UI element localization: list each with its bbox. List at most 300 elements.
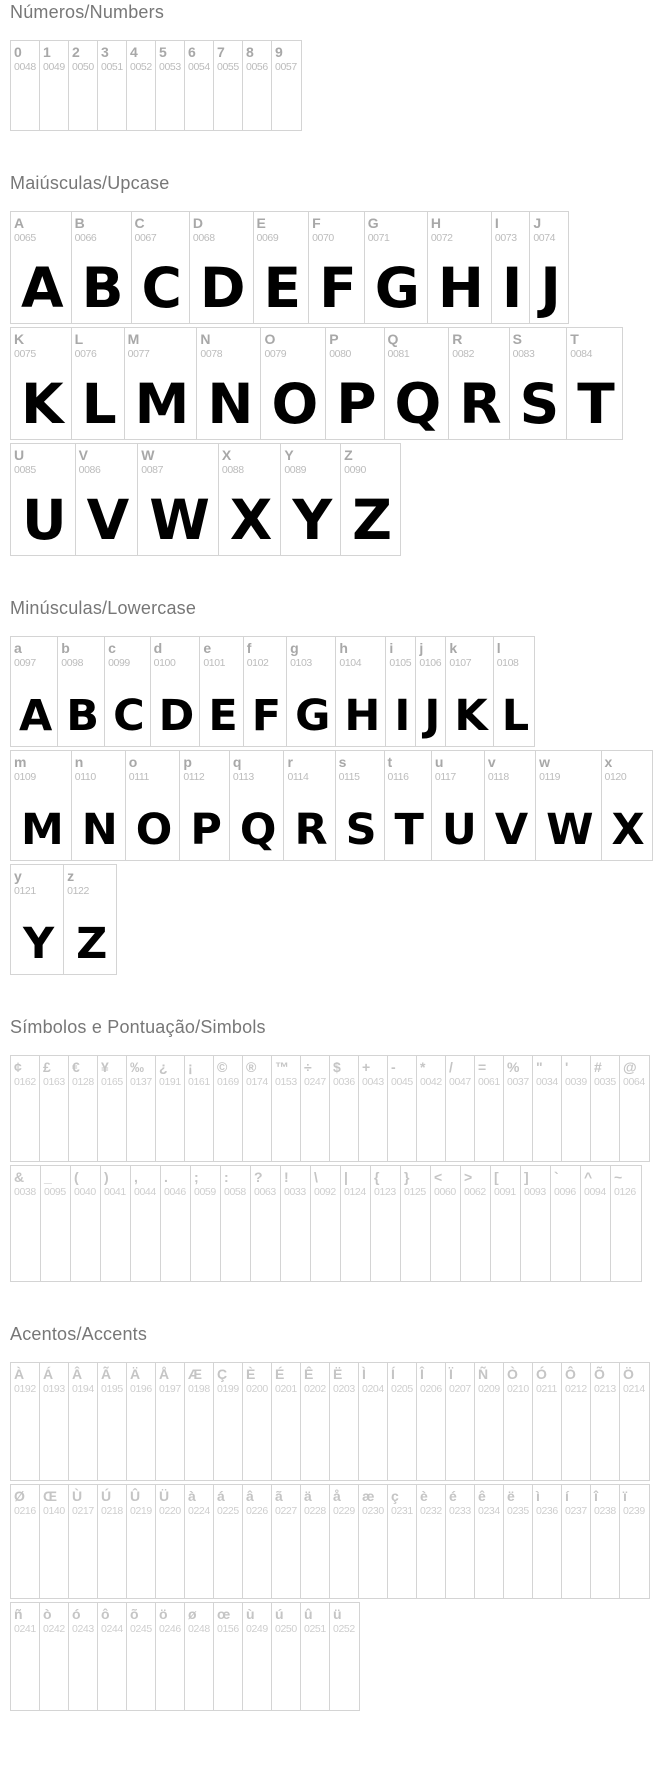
cell-character-label: Ô [565,1366,576,1382]
charmap-cell [388,1485,417,1598]
cell-character-label: Ü [159,1488,170,1504]
cell-unicode-code: 0126 [614,1186,636,1198]
charmap-cell [151,637,201,746]
cell-glyph-empty [304,1636,329,1710]
cell-unicode-code: 0053 [159,61,181,73]
cell-unicode-code: 0206 [420,1383,442,1395]
cell-character-label: $ [333,1059,341,1075]
charmap-cell [180,751,230,860]
cell-unicode-code: 0061 [478,1076,500,1088]
cell-unicode-code: 0105 [389,657,412,669]
cell-unicode-code: 0048 [14,61,36,73]
cell-unicode-code: 0111 [128,771,149,783]
charmap-cell [69,1056,98,1161]
cell-character-label: M [127,331,140,347]
cell-glyph: Y [23,919,55,970]
cell-glyph-empty [101,1089,126,1161]
cell-unicode-code: 0230 [362,1505,384,1517]
cell-unicode-code: 0217 [72,1505,94,1517]
cell-character-label: ü [333,1606,342,1622]
cell-glyph-empty [478,1518,503,1598]
cell-character-label: , [134,1169,138,1185]
charmap-cell [101,1166,131,1281]
charmap-cell [72,212,132,323]
charmap-cell [494,637,534,746]
cell-unicode-code: 0087 [141,464,164,476]
cell-glyph-empty [623,1089,649,1161]
cell-glyph: W [149,487,210,552]
cell-glyph-empty [164,1199,190,1281]
cell-character-label: õ [130,1606,139,1622]
cell-glyph-empty [72,1518,97,1598]
cell-unicode-code: 0233 [449,1505,471,1517]
cell-character-label: ë [507,1488,515,1504]
cell-glyph-empty [43,1518,68,1598]
charmap-cell [330,1363,359,1480]
cell-unicode-code: 0196 [130,1383,152,1395]
charmap-cell [475,1485,504,1598]
charmap-cell [185,1485,214,1598]
cell-unicode-code: 0098 [61,657,84,669]
cell-unicode-code: 0067 [134,232,157,244]
charmap-cell [58,637,105,746]
cell-character-label: 4 [130,44,138,60]
cell-glyph-empty [404,1199,430,1281]
cell-unicode-code: 0094 [584,1186,606,1198]
cell-character-label: | [344,1169,348,1185]
cell-character-label: Ä [130,1366,141,1382]
cell-unicode-code: 0088 [221,464,244,476]
charmap-cell [11,1485,40,1598]
cell-character-label: Æ [188,1366,202,1382]
cell-unicode-code: 0078 [200,348,223,360]
cell-character-label: ñ [14,1606,23,1622]
cell-character-label: 5 [159,44,167,60]
cell-character-label: À [14,1366,25,1382]
cell-glyph-empty [130,1396,155,1480]
charmap-cell [485,751,536,860]
cell-glyph-empty [554,1199,580,1281]
cell-glyph: C [141,255,182,320]
cell-character-label: ¡ [188,1059,193,1075]
charmap-cell [69,1363,98,1480]
charmap-cell [190,212,254,323]
cell-unicode-code: 0224 [188,1505,210,1517]
charmap-cell [591,1056,620,1161]
charmap-cell [326,328,384,439]
charmap-cell [272,41,301,130]
cell-character-label: ì [536,1488,540,1504]
cell-character-label: p [183,754,192,770]
cell-glyph-empty [14,1396,39,1480]
cell-character-label: É [275,1366,285,1382]
charmap-cell [620,1485,649,1598]
cell-glyph-empty [565,1518,590,1598]
cell-character-label: + [362,1059,371,1075]
charmap-cell [11,328,72,439]
cell-unicode-code: 0228 [304,1505,326,1517]
cell-character-label: { [374,1169,380,1185]
cell-character-label: u [434,754,444,770]
cell-character-label: A [14,215,25,231]
cell-unicode-code: 0071 [367,232,390,244]
charmap-cell [386,637,416,746]
cell-unicode-code: 0247 [304,1076,326,1088]
cell-glyph-empty [362,1089,387,1161]
cell-character-label: % [507,1059,520,1075]
cell-glyph-empty [275,1518,300,1598]
section-title-accents: Acentos/Accents [10,1324,148,1344]
cell-glyph-empty [362,1518,387,1598]
charmap-cell [417,1056,446,1161]
cell-unicode-code: 0049 [43,61,65,73]
cell-glyph-empty [507,1396,532,1480]
cell-glyph-empty [344,1199,370,1281]
cell-character-label: ù [246,1606,255,1622]
cell-character-label: € [72,1059,80,1075]
cell-unicode-code: 0033 [284,1186,306,1198]
cell-unicode-code: 0113 [232,771,254,783]
cell-glyph-empty [478,1396,503,1480]
cell-glyph-empty [159,74,184,130]
cell-glyph: V [86,487,130,552]
cell-glyph-empty [14,1636,39,1710]
cell-unicode-code: 0106 [419,657,442,669]
cell-unicode-code: 0036 [333,1076,355,1088]
cell-character-label: Û [130,1488,141,1504]
cell-character-label: ø [188,1606,197,1622]
charmap-cell [98,1485,127,1598]
section-title-symbols: Símbolos e Pontuação/Simbols [10,1017,266,1037]
charmap-row-symbols-1 [10,1055,650,1162]
charmap-cell [591,1363,620,1480]
cell-unicode-code: 0056 [246,61,268,73]
cell-glyph: M [134,371,190,436]
charmap-cell [243,41,272,130]
cell-unicode-code: 0068 [192,232,215,244]
cell-character-label: ã [275,1488,283,1504]
charmap-cell [98,1363,127,1480]
cell-glyph-empty [246,1089,271,1161]
cell-glyph-empty [536,1518,561,1598]
cell-glyph: R [459,371,502,436]
charmap-cell [591,1485,620,1598]
cell-unicode-code: 0100 [153,657,176,669]
cell-glyph-empty [246,1636,271,1710]
cell-glyph-empty [536,1089,561,1161]
cell-unicode-code: 0058 [224,1186,246,1198]
cell-character-label: i [389,640,394,656]
charmap-cell [449,328,509,439]
cell-unicode-code: 0161 [188,1076,210,1088]
cell-character-label: 7 [217,44,225,60]
cell-glyph-empty [130,74,155,130]
cell-unicode-code: 0252 [333,1623,355,1635]
cell-character-label: - [391,1059,396,1075]
charmap-cell [446,1485,475,1598]
charmap-cell [281,1166,311,1281]
cell-unicode-code: 0124 [344,1186,366,1198]
cell-unicode-code: 0104 [339,657,362,669]
charmap-cell [69,41,98,130]
cell-unicode-code: 0238 [594,1505,616,1517]
cell-unicode-code: 0054 [188,61,210,73]
cell-glyph-empty [524,1199,550,1281]
charmap-cell [156,1056,185,1161]
cell-character-label: d [153,640,163,656]
cell-character-label: Ì [362,1366,366,1382]
cell-unicode-code: 0085 [14,464,36,476]
charmap-cell [521,1166,551,1281]
cell-glyph: J [540,255,561,320]
cell-unicode-code: 0086 [78,464,101,476]
cell-unicode-code: 0045 [391,1076,413,1088]
charmap-cell [41,1166,71,1281]
cell-glyph: M [21,805,64,856]
charmap-cell [72,751,126,860]
cell-glyph-empty [217,1636,242,1710]
cell-unicode-code: 0207 [449,1383,471,1395]
cell-glyph: W [546,805,594,856]
cell-glyph-empty [614,1199,641,1281]
charmap-cell [287,637,336,746]
cell-character-label: Á [43,1366,54,1382]
cell-glyph-empty [594,1518,619,1598]
cell-glyph-empty [478,1089,503,1161]
cell-unicode-code: 0245 [130,1623,152,1635]
cell-glyph-empty [507,1518,532,1598]
cell-unicode-code: 0101 [203,657,226,669]
charmap-cell [567,328,622,439]
cell-unicode-code: 0063 [254,1186,276,1198]
cell-unicode-code: 0109 [14,771,36,783]
cell-character-label: q [232,754,242,770]
cell-glyph-empty [246,1518,271,1598]
cell-glyph-empty [275,74,301,130]
charmap-cell [330,1603,359,1710]
cell-character-label: Ö [623,1366,634,1382]
cell-glyph-empty [101,1636,126,1710]
charmap-cell [185,1056,214,1161]
cell-glyph-empty [333,1396,358,1480]
cell-unicode-code: 0096 [554,1186,576,1198]
cell-glyph-empty [188,1518,213,1598]
charmap-cell [301,1603,330,1710]
cell-unicode-code: 0213 [594,1383,616,1395]
cell-character-label: œ [217,1606,231,1622]
cell-glyph: H [344,691,381,742]
cell-glyph-empty [188,74,213,130]
charmap-cell [127,41,156,130]
cell-character-label: B [74,215,85,231]
charmap-cell [40,1363,69,1480]
cell-glyph: T [577,371,615,436]
cell-unicode-code: 0115 [338,771,360,783]
cell-character-label: ö [159,1606,168,1622]
cell-unicode-code: 0204 [362,1383,384,1395]
cell-character-label: } [404,1169,410,1185]
charmap-cell [272,1485,301,1598]
cell-character-label: â [246,1488,254,1504]
cell-unicode-code: 0246 [159,1623,181,1635]
cell-glyph-empty [623,1518,649,1598]
charmap-cell [620,1056,649,1161]
charmap-row-symbols-2 [10,1165,642,1282]
charmap-cell [385,328,450,439]
charmap-cell [417,1485,446,1598]
charmap-cell [156,1603,185,1710]
cell-unicode-code: 0102 [246,657,269,669]
cell-unicode-code: 0229 [333,1505,355,1517]
cell-glyph-empty [101,74,126,130]
charmap-cell [11,41,40,130]
cell-unicode-code: 0137 [130,1076,152,1088]
cell-glyph-empty [188,1396,213,1480]
charmap-cell [432,751,485,860]
cell-unicode-code: 0057 [275,61,297,73]
charmap-cell [71,1166,101,1281]
cell-unicode-code: 0199 [217,1383,239,1395]
cell-unicode-code: 0041 [104,1186,126,1198]
charmap-cell [284,751,335,860]
cell-character-label: ! [284,1169,289,1185]
cell-character-label: = [478,1059,487,1075]
charmap-cell [301,1485,330,1598]
charmap-cell [359,1363,388,1480]
cell-unicode-code: 0073 [494,232,517,244]
cell-character-label: j [419,640,424,656]
charmap-cell [341,444,400,555]
cell-character-label: L [74,331,84,347]
charmap-cell [341,1166,371,1281]
cell-unicode-code: 0225 [217,1505,239,1517]
cell-glyph-empty [374,1199,400,1281]
cell-character-label: Ø [14,1488,25,1504]
cell-unicode-code: 0234 [478,1505,500,1517]
charmap-cell [243,1485,272,1598]
cell-unicode-code: 0108 [496,657,519,669]
cell-glyph: G [374,255,420,320]
cell-character-label: ) [104,1169,109,1185]
charmap-row-numbers-1 [10,40,302,131]
charmap-cell [200,637,243,746]
cell-glyph-empty [188,1636,213,1710]
cell-unicode-code: 0153 [275,1076,297,1088]
cell-glyph: A [19,691,53,742]
cell-character-label: Ã [101,1366,112,1382]
cell-glyph: H [437,255,484,320]
section-title-uppercase: Maiúsculas/Upcase [10,173,170,193]
cell-glyph-empty [275,1636,300,1710]
cell-glyph-empty [464,1199,490,1281]
cell-glyph: S [519,371,560,436]
charmap-cell [504,1056,533,1161]
charmap-cell [388,1056,417,1161]
cell-glyph-empty [275,1089,300,1161]
cell-character-label: C [134,215,145,231]
cell-unicode-code: 0156 [217,1623,239,1635]
cell-character-label: < [434,1169,443,1185]
cell-glyph: E [263,255,302,320]
cell-character-label: ú [275,1606,284,1622]
charmap-cell [132,212,190,323]
cell-character-label: ó [72,1606,81,1622]
cell-unicode-code: 0244 [101,1623,123,1635]
cell-unicode-code: 0162 [14,1076,36,1088]
cell-glyph: T [394,805,424,856]
cell-glyph-empty [536,1396,561,1480]
cell-character-label: Ò [507,1366,518,1382]
cell-unicode-code: 0121 [14,885,36,897]
cell-character-label: 2 [72,44,80,60]
charmap-cell [562,1056,591,1161]
cell-unicode-code: 0219 [130,1505,152,1517]
cell-character-label: s [338,754,347,770]
charmap-cell [272,1056,301,1161]
cell-unicode-code: 0202 [304,1383,326,1395]
cell-character-label: î [594,1488,598,1504]
cell-character-label: r [287,754,293,770]
cell-glyph-empty [159,1636,184,1710]
cell-glyph-empty [130,1518,155,1598]
cell-character-label: / [449,1059,453,1075]
cell-unicode-code: 0191 [159,1076,181,1088]
charmap-cell [365,212,428,323]
cell-glyph-empty [420,1089,445,1161]
charmap-cell [461,1166,491,1281]
charmap-cell [251,1166,281,1281]
section-lowercase [10,598,661,975]
charmap-cell [214,1485,243,1598]
cell-unicode-code: 0118 [487,771,509,783]
charmap-cell [156,1363,185,1480]
cell-unicode-code: 0107 [449,657,472,669]
cell-character-label: P [329,331,339,347]
cell-unicode-code: 0055 [217,61,239,73]
cell-character-label: Ë [333,1366,343,1382]
cell-unicode-code: 0220 [159,1505,181,1517]
cell-character-label: N [200,331,211,347]
cell-character-label: Ó [536,1366,547,1382]
cell-character-label: ç [391,1488,399,1504]
section-rows-lowercase [10,636,661,975]
cell-character-label: k [449,640,458,656]
cell-character-label: Î [420,1366,424,1382]
cell-glyph: D [158,691,195,742]
charmap-cell [401,1166,431,1281]
cell-character-label: Œ [43,1488,57,1504]
charmap-cell [156,1485,185,1598]
cell-unicode-code: 0040 [74,1186,96,1198]
cell-unicode-code: 0089 [284,464,307,476]
charmap-cell [533,1485,562,1598]
charmap-cell [69,1485,98,1598]
charmap-cell [281,444,341,555]
section-symbols [10,1017,661,1282]
cell-unicode-code: 0198 [188,1383,210,1395]
cell-unicode-code: 0075 [14,348,36,360]
cell-unicode-code: 0236 [536,1505,558,1517]
cell-glyph-empty [104,1199,130,1281]
cell-glyph-empty [420,1396,445,1480]
charmap-cell [416,637,446,746]
cell-unicode-code: 0200 [246,1383,268,1395]
cell-glyph-empty [101,1518,126,1598]
cell-glyph-empty [14,1518,39,1598]
cell-character-label: í [565,1488,569,1504]
charmap-cell [562,1363,591,1480]
cell-glyph-empty [130,1636,155,1710]
